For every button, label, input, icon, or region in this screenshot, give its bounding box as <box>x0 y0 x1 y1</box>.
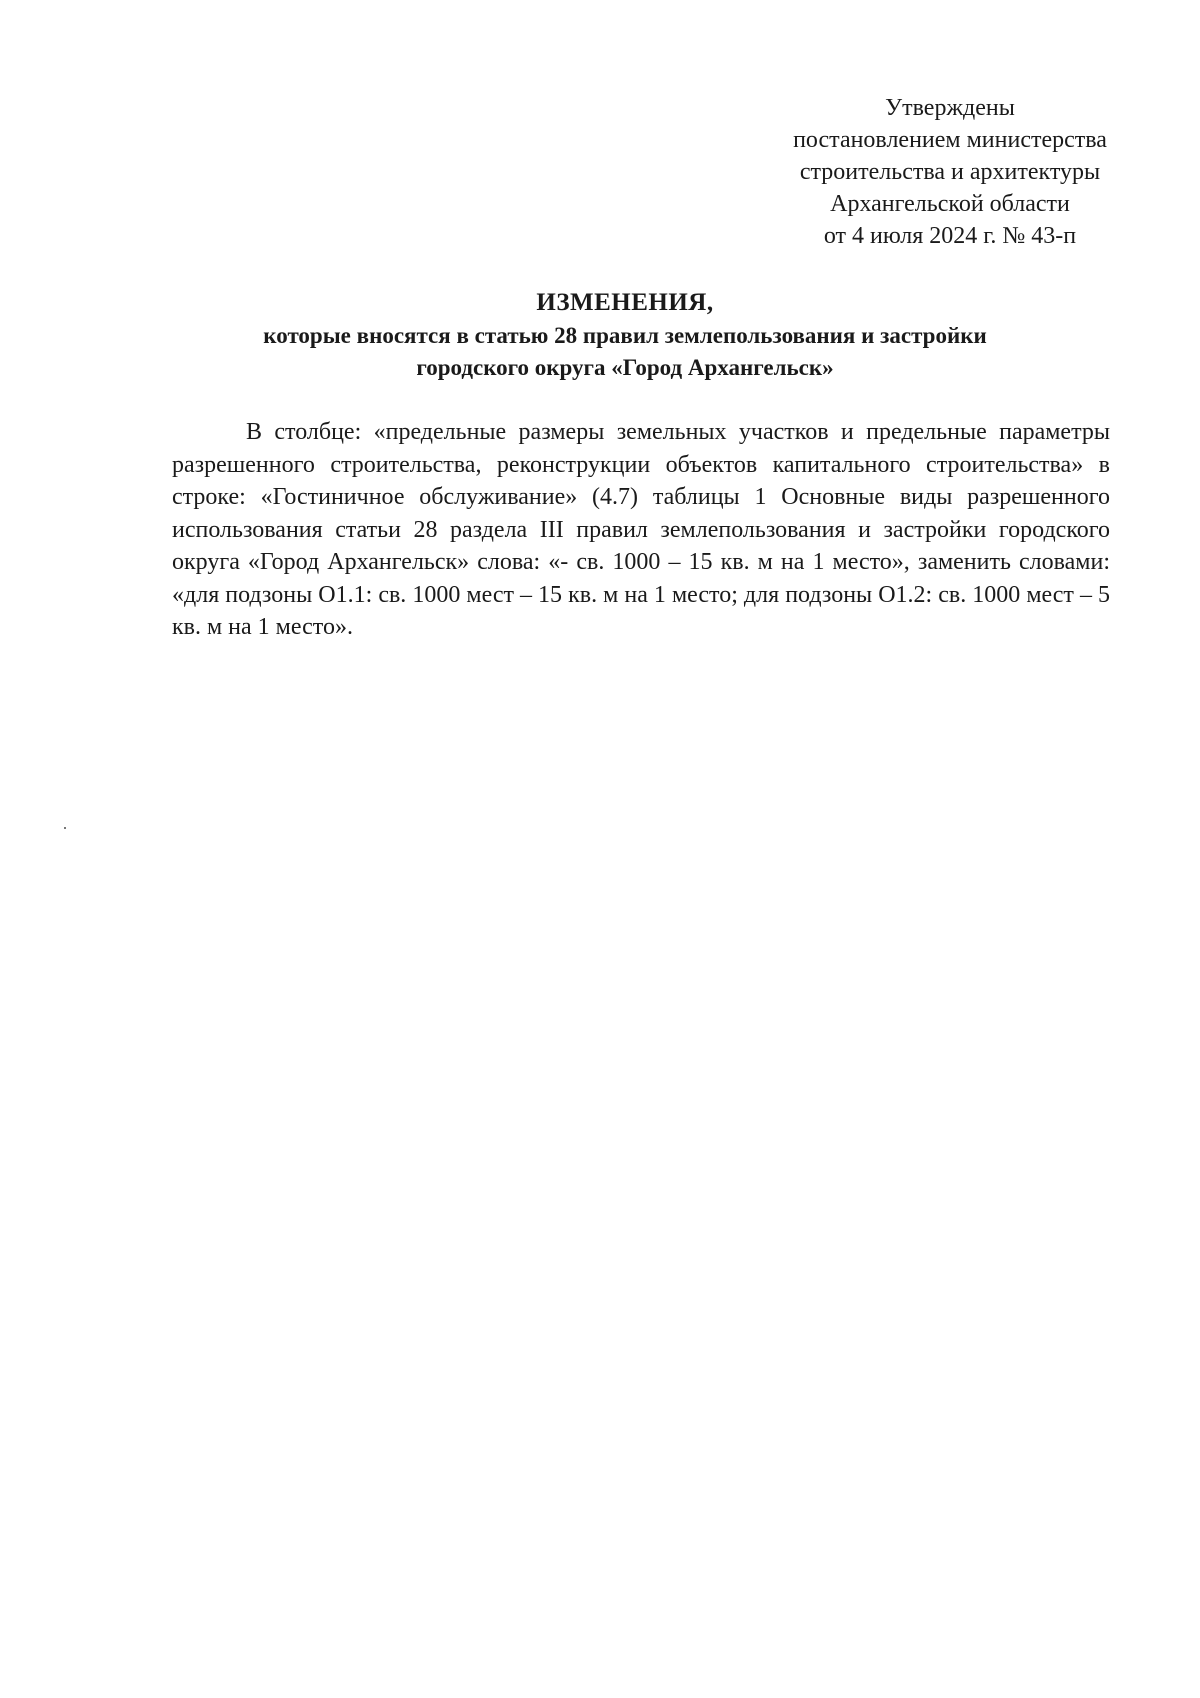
approval-line: постановлением министерства <box>793 127 1107 153</box>
approval-line: Архангельской области <box>830 191 1070 217</box>
approval-stamp-block <box>700 92 1200 252</box>
scan-artifact-dot <box>64 827 66 829</box>
document-title-block <box>150 286 1100 384</box>
document-subtitle-line: городского округа «Город Архангельск» <box>416 355 834 380</box>
document-title: ИЗМЕНЕНИЯ, <box>536 289 714 316</box>
document-subtitle-line: которые вносятся в статью 28 правил землепользования и застройки <box>263 323 987 348</box>
approval-line: Утверждены <box>885 95 1015 121</box>
approval-line: строительства и архитектуры <box>799 159 1101 185</box>
body-paragraph: В столбце: «предельные размеры земельных участков и предельные параметры разрешенного строительства, реконструкции объектов капитального строительства» в строке: «Гостиничное обслуживание» (4.7) таблицы 1 Основные виды разрешенного использования статьи 28 раздела III правил землепользования и застройки городского округа «Город Архангельск» слова: «- св. 1000 – 15 кв. м на 1 место», заменить словами: «для подзоны О1.1: св. 1000 мест – 15 кв. м на 1 место; для подзоны О1.2: св. 1000 мест – 5 кв. м на 1 место». <box>172 419 1110 640</box>
approval-date-line: от 4 июля 2024 г. № 43-п <box>823 223 1077 249</box>
